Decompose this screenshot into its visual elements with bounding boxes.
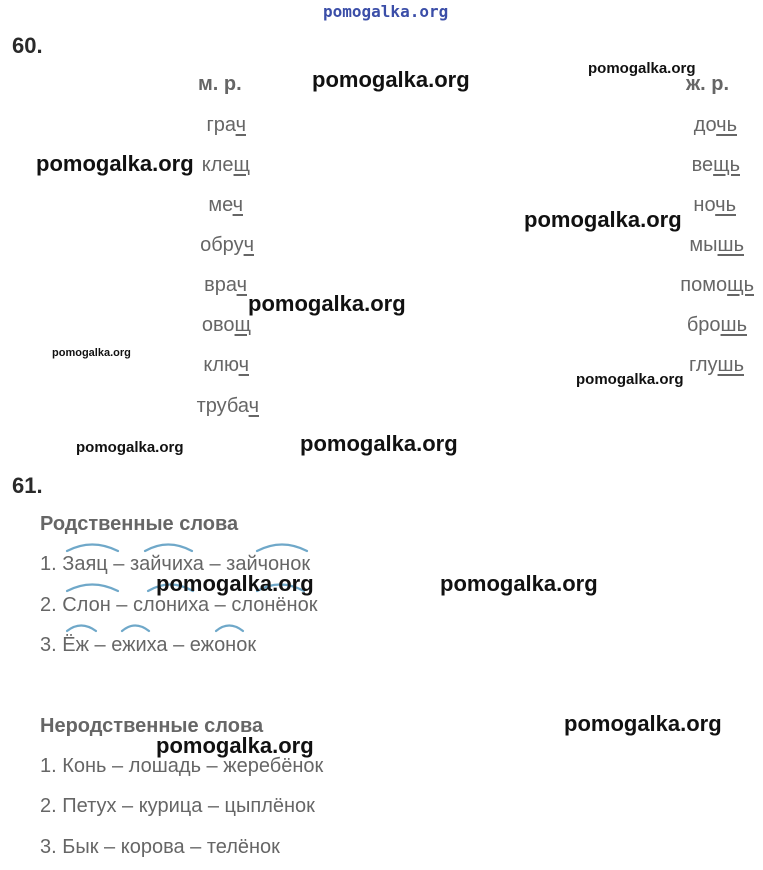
watermark: pomogalka.org [576,371,684,388]
fem-word: ночь [693,194,736,216]
fem-word: брошь [686,314,747,336]
fem-word: мышь [689,234,744,256]
watermark: pomogalka.org [248,291,406,316]
unrelated-words-heading: Неродственные слова [40,715,264,737]
masc-word: клещ [201,154,250,176]
watermark: pomogalka.org [440,571,598,596]
fem-word: дочь [693,114,737,136]
related-line-3: 3. Ёж – ежиха – ежонок [40,634,257,656]
masc-word: врач [204,274,247,296]
watermark: pomogalka.org [312,67,470,92]
fem-word: вещь [691,154,740,176]
masc-word: овощ [201,314,251,336]
masculine-header: м. р. [198,73,242,95]
masc-word: меч [208,194,243,216]
exercise-60-number: 60. [12,33,43,58]
root-arc [122,626,149,632]
root-arc [145,545,192,552]
watermark: pomogalka.org [300,431,458,456]
unrelated-line-3: 3. Бык – корова – телёнок [40,836,280,858]
watermark: pomogalka.org [156,733,314,758]
root-arc [67,585,118,592]
watermark-top: pomogalka.org [323,2,449,21]
fem-word: глушь [689,354,744,376]
watermark: pomogalka.org [524,207,682,232]
unrelated-line-1: 1. Конь – лошадь – жеребёнок [40,755,324,777]
related-line-2: 2. Слон – слониха – слонёнок [40,594,318,616]
unrelated-line-2: 2. Петух – курица – цыплёнок [40,795,315,817]
exercise-61-number: 61. [12,473,43,498]
watermark: pomogalka.org [156,571,314,596]
root-arc [257,545,307,552]
watermark: pomogalka.org [564,711,722,736]
watermark: pomogalka.org [76,439,184,456]
masc-word: грач [206,114,246,136]
feminine-header: ж. р. [686,73,730,95]
related-words-heading: Родственные слова [40,513,239,535]
masc-word: ключ [203,354,249,376]
root-arc [67,626,96,632]
watermark: pomogalka.org [588,60,696,77]
root-arcs [0,538,763,638]
watermark: pomogalka.org [52,347,131,359]
fem-word: помощь [680,274,754,296]
root-arc [216,626,243,632]
related-line-1: 1. Заяц – зайчиха – зайчонок [40,553,311,575]
root-arc [67,545,118,552]
watermark: pomogalka.org [36,151,194,176]
masc-word: трубач [196,395,259,417]
masc-word: обруч [200,234,254,256]
